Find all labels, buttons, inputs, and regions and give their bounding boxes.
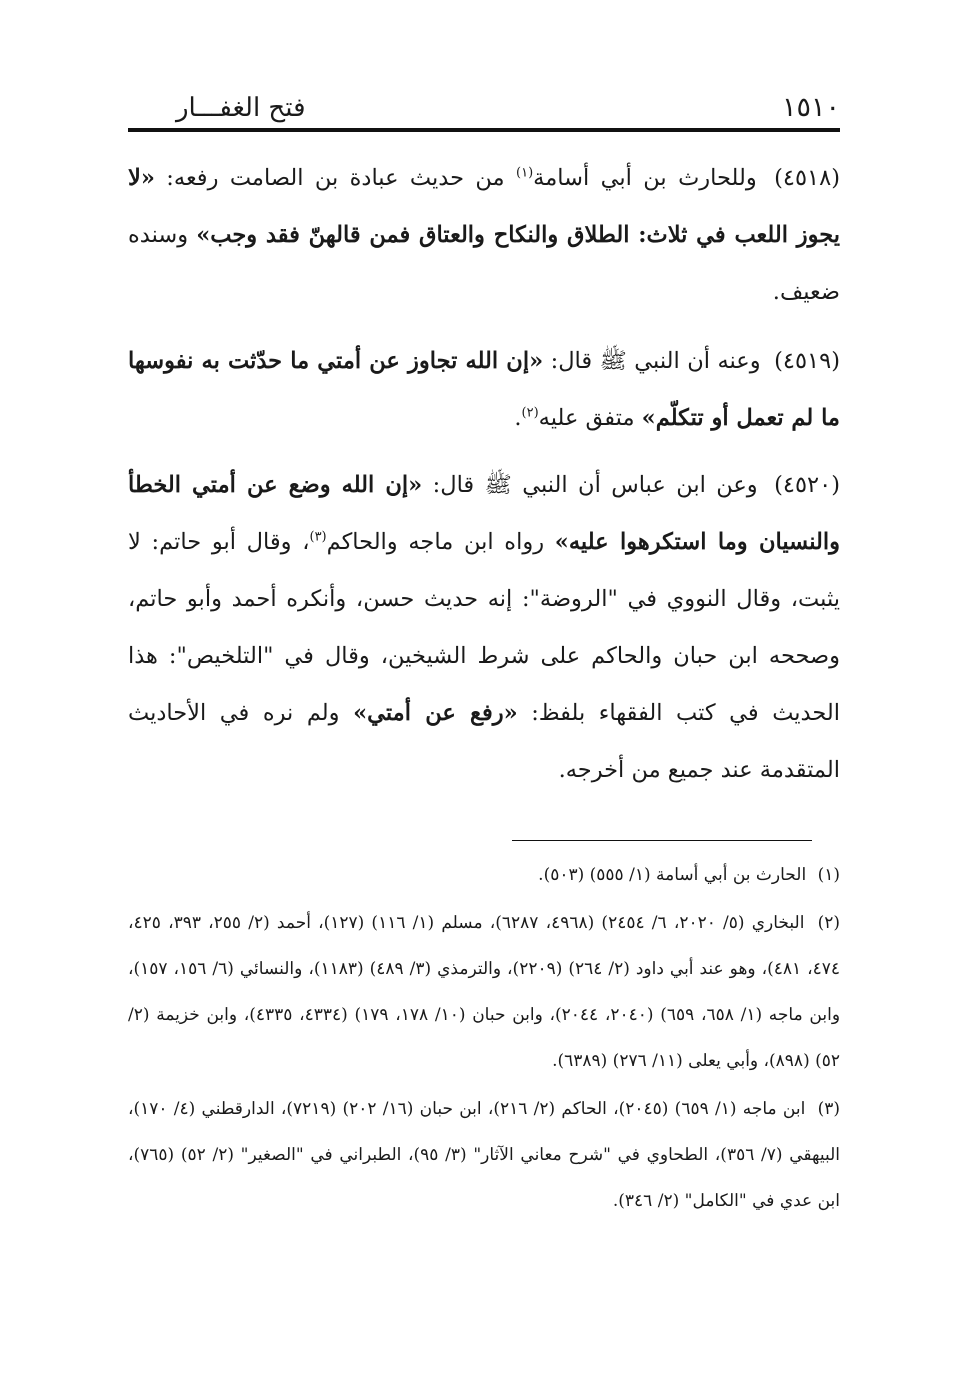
- footnote-number: (١): [817, 865, 840, 885]
- hadith-text: رواه ابن ماجه والحاكم: [326, 529, 555, 555]
- hadith-4520: [128, 457, 840, 799]
- hadith-quote: «رفع عن أمتي»: [353, 700, 518, 726]
- footnote-ref: (٢): [521, 405, 539, 421]
- footnote-2: [128, 900, 840, 1084]
- hadith-text: وعنه أن النبي ﷺ قال:: [543, 348, 761, 374]
- hadith-number: (٤٥٢٠): [774, 472, 840, 498]
- page-number: ١٥١٠: [781, 92, 840, 123]
- hadith-quote: «إن الله وضع عن أمتي الخطأ والنسيان وما استكرهوا عليه»: [128, 472, 841, 555]
- footnote-3: [128, 1086, 840, 1224]
- footnote-ref: (١): [516, 165, 534, 181]
- hadith-quote: «إن الله تجاوز عن أمتي ما حدّثت به نفوسها ما لم تعمل أو تتكلّم»: [128, 348, 840, 431]
- footnote-ref: (٣): [309, 529, 327, 545]
- hadith-4518: [128, 150, 840, 321]
- hadith-text: ولم نره في الأحاديث المتقدمة عند جميع من أخرجه.: [128, 700, 840, 783]
- hadith-text: ، وقال أبو حاتم: لا يثبت، وقال النووي في "الروضة": إنه حديث حسن، وأنكره أحمد وأبو حاتم، وصححه ابن حبان والحاكم على شرط الشيخين، وقال في "التلخيص": هذا الحديث في كتب الفقهاء بلفظ:: [128, 529, 840, 726]
- hadith-text: وعن ابن عباس أن النبي ﷺ قال:: [422, 472, 758, 498]
- hadith-text: .: [514, 405, 522, 431]
- page-header: [128, 88, 840, 128]
- hadith-quote: «لا يجوز اللعب في ثلاث: الطلاق والنكاح والعتاق فمن قالهنّ فقد وجب»: [128, 165, 840, 248]
- header-rule: [128, 128, 840, 132]
- main-text: [128, 150, 840, 809]
- book-title: فتح الغفـــار: [176, 93, 306, 123]
- hadith-text: وسنده ضعيف.: [128, 222, 840, 305]
- footnote-text: الحارث بن أبي أسامة (١/ ٥٥٥) (٥٠٣).: [538, 865, 807, 885]
- hadith-text: متفق عليه: [538, 405, 642, 431]
- footnote-separator: [512, 840, 812, 841]
- footnote-number: (٢): [817, 913, 841, 933]
- hadith-text: من حديث عبادة بن الصامت رفعه:: [154, 165, 516, 191]
- footnote-text: ابن ماجه (١/ ٦٥٩) (٢٠٤٥)، الحاكم (٢/ ٢١٦)، ابن حبان (١٦/ ٢٠٢) (٧٢١٩)، الدارقطني (٤/ ١٧٠)، البيهقي (٧/ ٣٥٦)، الطحاوي في "شرح معاني الآثار" (٣/ ٩٥)، الطبراني في "الصغير" (٢/ ٥٢) (٧٦٥)، ابن عدي في "الكامل" (٢/ ٣٤٦).: [128, 1099, 841, 1211]
- footnote-number: (٣): [817, 1099, 840, 1119]
- hadith-4519: [128, 333, 840, 447]
- footnotes: [128, 852, 840, 1226]
- hadith-number: (٤٥١٩): [774, 348, 840, 374]
- hadith-number: (٤٥١٨): [774, 165, 840, 191]
- footnote-1: [128, 852, 840, 898]
- hadith-text: وللحارث بن أبي أسامة: [533, 165, 757, 191]
- footnote-text: البخاري (٥/ ٢٠٢٠، ٦/ ٢٤٥٤) (٤٩٦٨، ٦٢٨٧)، مسلم (١/ ١١٦) (١٢٧)، أحمد (٢/ ٢٥٥، ٣٩٣، ٤٢٥، ٤٧٤، ٤٨١)، وهو عند أبي داود (٢/ ٢٦٤) (٢٢٠٩)، والترمذي (٣/ ٤٨٩) (١١٨٣)، والنسائي (٦/ ١٥٦، ١٥٧)، وابن ماجه (١/ ٦٥٨، ٦٥٩) (٢٠٤٠، ٢٠٤٤)، وابن حبان (١٠/ ١٧٨، ١٧٩) (٤٣٣٤، ٤٣٣٥)، وابن خزيمة (٢/ ٥٢) (٨٩٨)، وأبي يعلى (١١/ ٢٧٦) (٦٣٨٩).: [128, 913, 841, 1071]
